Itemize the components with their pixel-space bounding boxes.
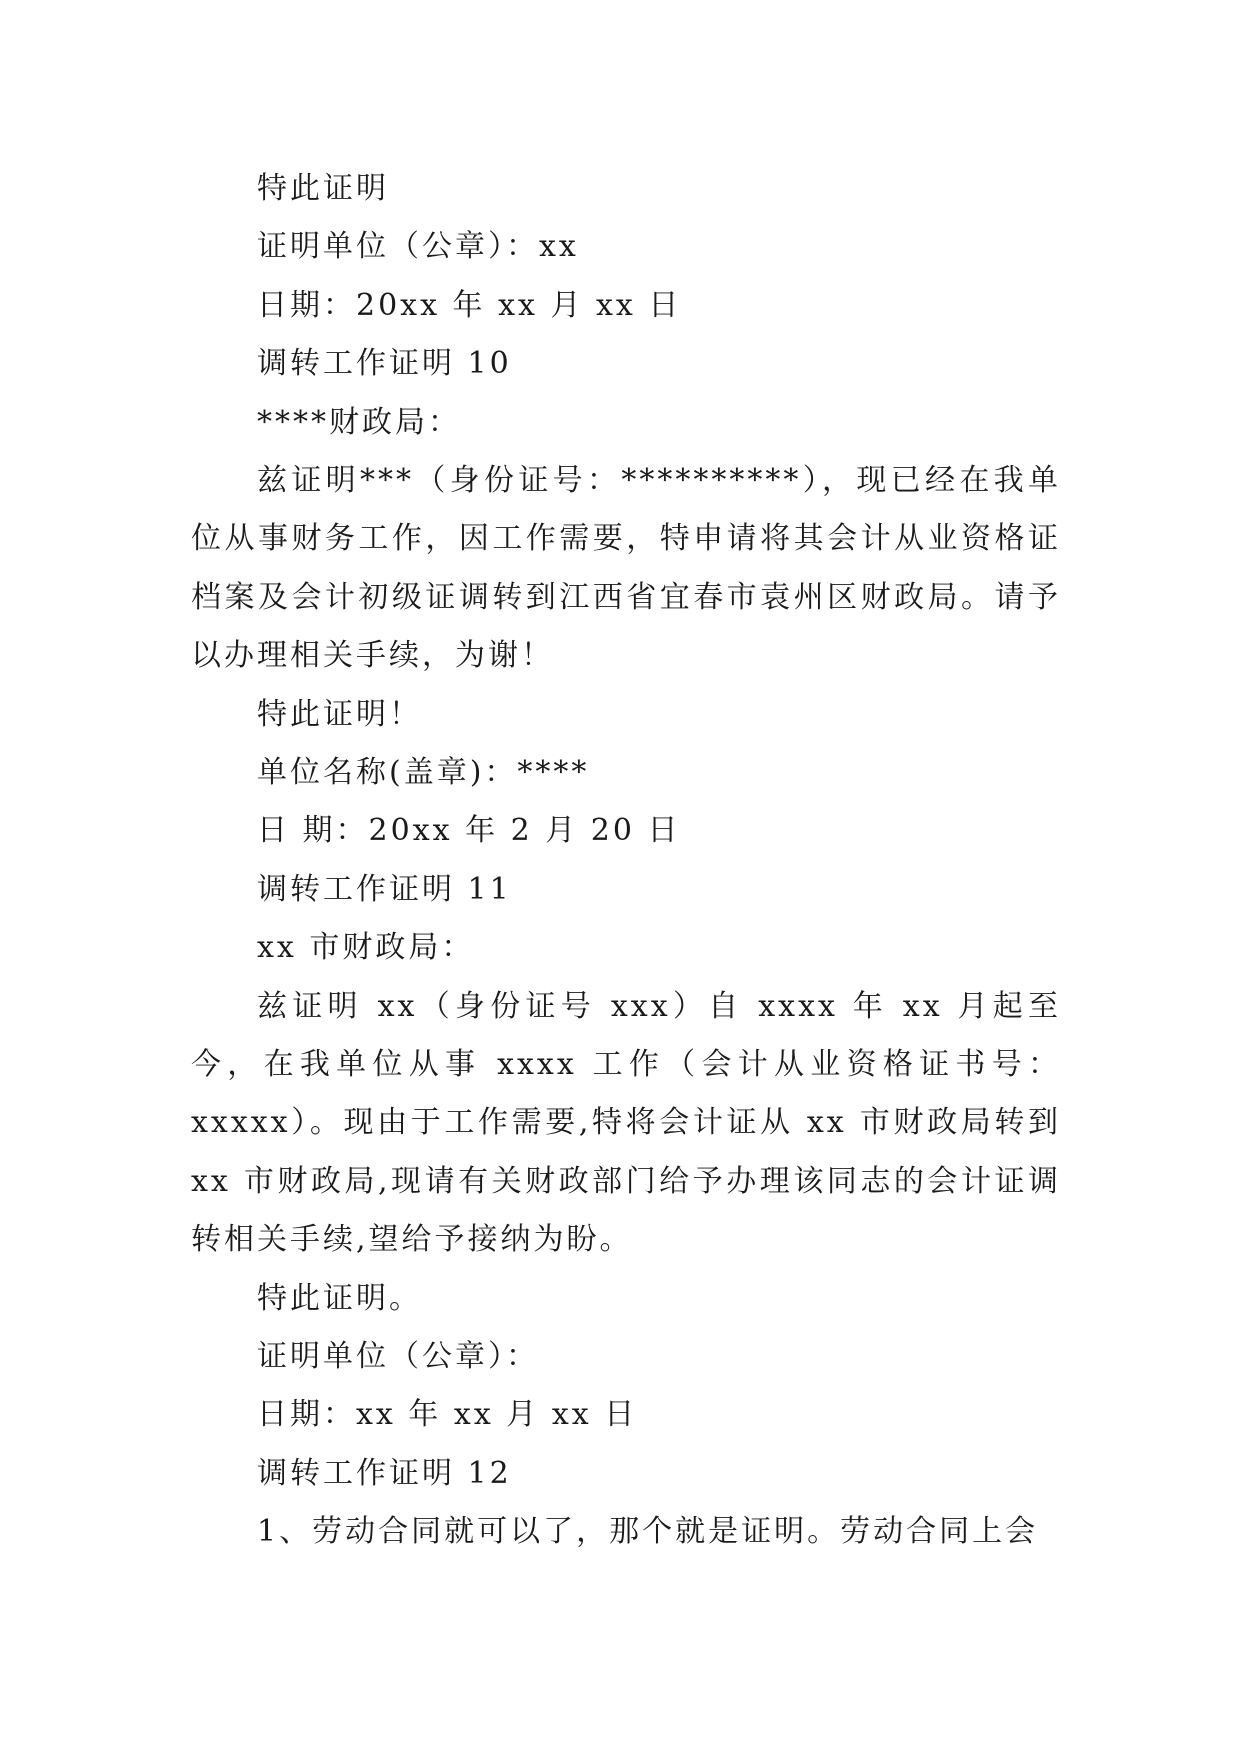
closing-line: 特此证明。	[257, 1280, 422, 1316]
closing-line: 特此证明	[257, 171, 389, 206]
issuer-line: 单位名称(盖章)：****	[257, 754, 590, 790]
addressee-line: xx 市财政局：	[257, 930, 475, 966]
issuer-line: 证明单位（公章）：	[257, 1338, 539, 1374]
closing-line: 特此证明！	[257, 696, 422, 732]
body-paragraph: 兹证明 xx（身份证号 xxx）自 xxxx 年 xx 月起至今，在我单位从事 xxxx 工作（会计从业资格证书号：xxxxx）。现由于工作需要,特将会计证从 xx 市财政局转到 xx 市财政局,现请有关财政部门给予办理该同志的会计证调转相关手续,望给予接纳为盼。	[191, 988, 1061, 1258]
body-paragraph: 兹证明***（身份证号：**********），现已经在我单位从事财务工作，因工作需要，特申请将其会计从业资格证档案及会计初级证调转到江西省宜春市袁州区财政局。请予以办理相关手续，为谢！	[191, 462, 1061, 674]
section-heading: 调转工作证明 11	[257, 871, 512, 907]
date-line: 日期：xx 年 xx 月 xx 日	[257, 1397, 638, 1433]
body-line: 1、劳动合同就可以了，那个就是证明。劳动合同上会	[257, 1514, 1039, 1550]
date-line: 日 期：20xx 年 2 月 20 日	[257, 813, 681, 849]
addressee-line: ****财政局：	[257, 404, 461, 440]
section-heading: 调转工作证明 12	[257, 1455, 512, 1491]
section-heading: 调转工作证明 10	[257, 346, 512, 382]
date-line: 日期：20xx 年 xx 月 xx 日	[257, 287, 682, 323]
document-body	[191, 160, 1061, 1562]
issuer-line: 证明单位（公章）：xx	[257, 229, 579, 265]
